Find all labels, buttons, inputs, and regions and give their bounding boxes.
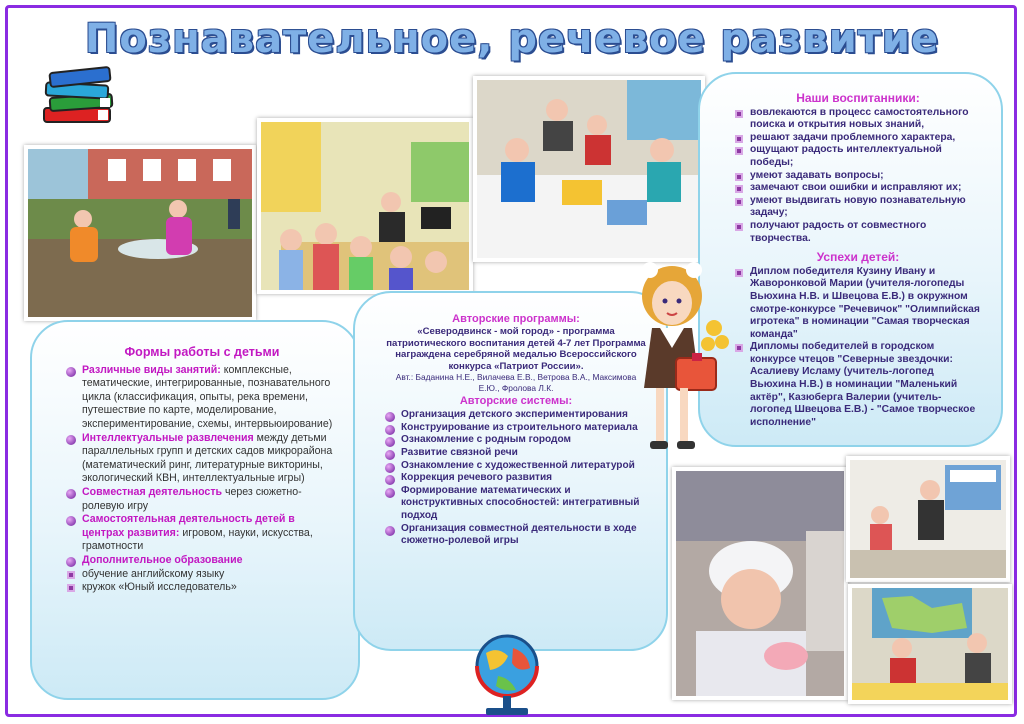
success-list (734, 266, 982, 430)
forms-sub-item: кружок «Юный исследователь» (66, 581, 338, 595)
success-item: Диплом победителя Кузину Ивану и Жаворонковой Марии (учителя-логопеды Вьюхина Н.В. и Швецова Е.В.) в окружном смотре-конкурсе "Речевичок" "Олимпийская игротека" в номинации "Самая творческая команда" (734, 266, 982, 342)
page-title: Познавательное, речевое развитие (84, 16, 940, 62)
programs-text: «Северодвинск - мой город» - программа патриотического воспитания детей 4-7 лет Программа награждена серебряной медалью Всероссийского конкурса «Патриот России». (386, 326, 646, 372)
success-item: Дипломы победителей в городском конкурсе чтецов "Северные звездочки: Асалиеву Исламу (учитель-логопед Вьюхина Н.В.) в номинации "Маленький актёр", Казюберга Валерии (учитель-логопед Швецова Е.В.) - "Самое творческое исполнение" (734, 341, 982, 429)
photo-teacher-classroom (846, 456, 1010, 582)
photo-group-listening (257, 118, 473, 294)
pupils-item: умеют задавать вопросы; (734, 170, 982, 183)
forms-item-lead-pre: Совместная (82, 485, 149, 498)
pupils-item: ощущают радость интеллектуальной победы; (734, 144, 982, 169)
forms-item-lead: Самостоятельная деятельность детей в центрах развития: (82, 513, 295, 539)
systems-item: Конструирование из строительного материала (385, 422, 647, 435)
pupils-item: вовлекаются в процесс самостоятельного поиска и открытия новых знаний, (734, 107, 982, 132)
forms-sub-item: обучение английскому языку (66, 568, 338, 582)
forms-item (66, 364, 338, 432)
systems-item: Формирование математических и конструктивных способностей: интегративный подход (385, 485, 647, 523)
forms-item (66, 486, 338, 513)
forms-header: Формы работы с детьми (124, 345, 280, 359)
systems-item: Развитие связной речи (385, 447, 647, 460)
forms-item-lead: Интеллектуальные развлечения (82, 431, 254, 444)
systems-item: Организация детского экспериментирования (385, 409, 647, 422)
forms-item-text: комплексные, тематические, интегрированные, познавательного цикла (классификация, опыты, река времени, путешествие по карте, моделирование, экспериментирование, схемы, интервьюирование) (82, 363, 333, 430)
forms-item-lead: Различные виды занятий: (82, 363, 221, 376)
systems-item: Ознакомление с художественной литературой (385, 460, 647, 473)
photo-map-activity (848, 584, 1012, 704)
pupils-item: решают задачи проблемного характера, (734, 132, 982, 145)
forms-list (66, 364, 338, 595)
forms-item-lead: деятельность (148, 485, 223, 498)
forms-panel (30, 320, 360, 700)
schoolgirl-illustration (622, 258, 732, 463)
pupils-item: получают радость от совместного творчества. (734, 220, 982, 245)
forms-item-text: между детьми параллельных групп и детских садов микрорайона (математический ринг, литературные викторины, экологический КВН, интеллектуальные игры) (82, 431, 333, 485)
success-header: Успехи детей: (816, 250, 900, 265)
pupils-item: умеют выдвигать новую познавательную задачу; (734, 195, 982, 220)
pupils-list (734, 107, 982, 246)
photo-outdoor-kids (24, 145, 256, 321)
programs-panel (353, 291, 668, 651)
systems-item: Ознакомление с родным городом (385, 434, 647, 447)
systems-list (385, 409, 647, 548)
forms-item-text: через сюжетно-ролевую игру (82, 485, 302, 512)
books-icon (40, 62, 120, 132)
systems-item: Коррекция речевого развития (385, 472, 647, 485)
photo-table-activity (473, 76, 705, 262)
forms-item (66, 513, 338, 554)
forms-item (66, 554, 338, 568)
programs-header: Авторские программы: (452, 313, 580, 325)
forms-item (66, 432, 338, 486)
systems-header: Авторские системы: (459, 395, 573, 408)
forms-item-text: игровом, науки, искусства, грамотности (82, 526, 313, 553)
systems-item: Организация совместной деятельности в ходе сюжетно-ролевой игры (385, 523, 647, 548)
globe-icon (468, 628, 546, 718)
pupils-panel (698, 72, 1003, 447)
pupils-header: Наши воспитанники: (796, 91, 920, 105)
programs-authors: Авт.: Баданина Н.Е., Вилачева Е.В., Ветрова В.А., Максимова Е.Ю., Фролова Л.К. (395, 372, 637, 393)
pupils-item: замечают свои ошибки и исправляют их; (734, 182, 982, 195)
forms-item-lead: Дополнительное образование (82, 553, 243, 566)
photo-child-hygiene (672, 467, 848, 700)
